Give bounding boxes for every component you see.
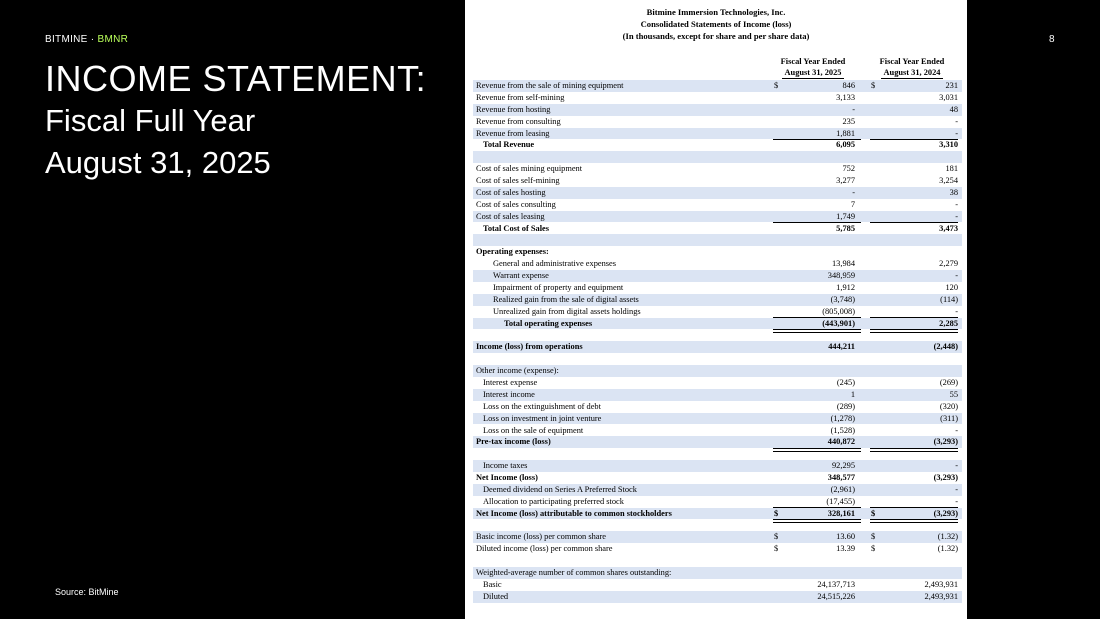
value-2025: 13.39 — [836, 544, 855, 554]
statement-row — [473, 258, 962, 270]
value-2024: - — [955, 306, 958, 316]
row-label: Income taxes — [483, 461, 528, 471]
value-2025: (443,901) — [822, 318, 855, 328]
value-2025: (245) — [836, 378, 855, 387]
title-line-3: August 31, 2025 — [45, 145, 271, 180]
value-2025: 235 — [842, 116, 855, 126]
value-2024: 48 — [949, 104, 958, 114]
value-2024: - — [955, 496, 958, 506]
value-2024: (3,293) — [933, 473, 958, 483]
value-2025: 5,785 — [836, 223, 855, 233]
brand-separator: · — [87, 34, 98, 45]
row-label: Loss on the extinguishment of debt — [483, 401, 601, 411]
statement-row — [473, 234, 962, 246]
row-label: Interest expense — [483, 378, 538, 387]
value-2025: (17,455) — [826, 496, 855, 506]
value-2024: 55 — [949, 389, 958, 399]
value-2025: (1,278) — [830, 413, 855, 423]
value-2024: 3,310 — [939, 140, 958, 150]
value-2024: 3,473 — [939, 223, 958, 233]
row-label: Unrealized gain from digital assets holdings — [493, 306, 641, 316]
currency-symbol: $ — [871, 508, 876, 518]
value-2024: 2,285 — [939, 318, 958, 328]
value-2024: (311) — [940, 413, 958, 423]
currency-symbol: $ — [774, 508, 779, 518]
row-label: General and administrative expenses — [493, 259, 617, 269]
value-2024: (320) — [939, 401, 958, 411]
statement-row — [473, 413, 962, 425]
value-2025: (3,748) — [830, 294, 855, 304]
value-2025: 348,959 — [827, 271, 855, 281]
currency-symbol: $ — [871, 544, 876, 554]
statement-row — [473, 306, 962, 318]
row-label: Diluted income (loss) per common share — [476, 544, 613, 554]
statement-row — [473, 116, 962, 128]
value-2025: 1 — [850, 389, 855, 399]
statement-subtitle: Consolidated Statements of Income (loss) — [640, 19, 792, 29]
value-2024: 3,031 — [939, 92, 958, 102]
value-2024: - — [955, 211, 958, 221]
row-label: Allocation to participating preferred stock — [483, 496, 624, 506]
statement-units: (In thousands, except for share and per share data) — [622, 31, 810, 41]
row-label: Revenue from consulting — [476, 116, 561, 126]
statement-row — [473, 389, 962, 401]
value-2024: 2,493,931 — [924, 579, 958, 589]
row-label: Weighted-average number of common shares outstanding: — [476, 568, 672, 578]
value-2025: 752 — [842, 164, 855, 174]
value-2025: 13,984 — [831, 259, 855, 269]
statement-row — [473, 92, 962, 104]
currency-symbol: $ — [774, 544, 779, 554]
statement-row — [473, 436, 962, 448]
value-2025: 1,912 — [836, 282, 855, 292]
value-2025: 846 — [842, 81, 855, 90]
statement-row — [473, 496, 962, 508]
value-2024: - — [955, 425, 958, 435]
statement-row — [473, 187, 962, 199]
value-2025: (289) — [836, 401, 855, 411]
row-label: Other income (expense): — [476, 366, 559, 376]
value-2024: 181 — [945, 164, 958, 174]
statement-row — [473, 329, 962, 341]
statement-row — [473, 555, 962, 567]
statement-row — [473, 591, 962, 603]
row-label: Revenue from leasing — [476, 128, 550, 138]
income-statement-document — [465, 0, 967, 619]
value-2025: 1,881 — [836, 128, 855, 138]
row-label: Total operating expenses — [504, 318, 593, 328]
row-label: Pre-tax income (loss) — [476, 437, 551, 447]
slide-title — [45, 58, 426, 184]
value-2025: 3,133 — [836, 92, 855, 102]
brand-ticker: BMNR — [97, 34, 129, 45]
statement-row — [473, 425, 962, 437]
value-2024: - — [955, 484, 958, 494]
row-label: Cost of sales hosting — [476, 187, 546, 197]
value-2025: 1,749 — [836, 211, 855, 221]
row-label: Net Income (loss) — [476, 473, 538, 483]
value-2024: 38 — [949, 187, 958, 197]
statement-row — [473, 80, 962, 92]
row-label: Revenue from self-mining — [476, 92, 565, 102]
statement-row — [473, 377, 962, 389]
statement-row — [473, 567, 962, 579]
title-line-2: Fiscal Full Year — [45, 103, 256, 138]
value-2024: (269) — [939, 378, 958, 387]
value-2024: 3,254 — [939, 176, 958, 186]
statement-row — [473, 151, 962, 163]
row-label: Cost of sales leasing — [476, 211, 545, 221]
value-2025: (805,008) — [822, 306, 855, 316]
row-label: Operating expenses: — [476, 247, 549, 257]
currency-symbol: $ — [871, 532, 876, 542]
value-2025: 444,211 — [828, 342, 855, 352]
value-2025: - — [852, 104, 855, 114]
statement-row — [473, 401, 962, 413]
value-2024: 231 — [945, 81, 958, 90]
statement-row — [473, 508, 962, 520]
value-2024: (1.32) — [937, 532, 958, 542]
value-2024: 2,279 — [939, 259, 958, 269]
value-2025: 440,872 — [827, 437, 855, 447]
column-2024-line-2: August 31, 2024 — [883, 68, 941, 77]
value-2025: (2,961) — [830, 484, 855, 494]
page-number: 8 — [1049, 34, 1055, 45]
value-2025: 348,577 — [827, 473, 855, 483]
statement-row — [473, 543, 962, 555]
column-2025-line-2: August 31, 2025 — [784, 68, 842, 77]
row-label: Basic income (loss) per common share — [476, 532, 607, 542]
row-label: Total Revenue — [483, 140, 535, 150]
statement-row — [473, 270, 962, 282]
row-label: Total Cost of Sales — [483, 223, 549, 233]
currency-symbol: $ — [774, 532, 779, 542]
value-2024: 2,493,931 — [924, 591, 958, 601]
column-header-2024 — [862, 56, 962, 79]
value-2025: 92,295 — [831, 461, 855, 471]
statement-row — [473, 341, 962, 353]
row-label: Impairment of property and equipment — [493, 282, 624, 292]
value-2025: 24,515,226 — [817, 591, 855, 601]
row-label: Diluted — [483, 591, 509, 601]
statement-row — [473, 460, 962, 472]
statement-row — [473, 246, 962, 258]
row-label: Cost of sales consulting — [476, 199, 556, 209]
value-2024: 120 — [945, 282, 958, 292]
statement-row — [473, 579, 962, 591]
value-2024: - — [955, 199, 958, 209]
row-label: Basic — [483, 579, 502, 589]
statement-row — [473, 104, 962, 116]
title-line-1: INCOME STATEMENT: — [45, 58, 427, 99]
value-2024: - — [955, 271, 958, 281]
column-2025-line-1: Fiscal Year Ended — [780, 57, 846, 66]
brand-label — [45, 34, 128, 45]
row-label: Warrant expense — [493, 271, 549, 281]
value-2024: (114) — [940, 294, 958, 304]
statement-row — [473, 531, 962, 543]
row-label: Income (loss) from operations — [476, 342, 583, 352]
value-2024: - — [955, 116, 958, 126]
value-2025: 24,137,713 — [817, 579, 855, 589]
statement-row — [473, 318, 962, 330]
row-label: Deemed dividend on Series A Preferred Stock — [483, 484, 637, 494]
statement-row — [473, 365, 962, 377]
company-name: Bitmine Immersion Technologies, Inc. — [646, 7, 786, 17]
row-label: Revenue from the sale of mining equipment — [476, 81, 624, 90]
currency-symbol: $ — [774, 81, 779, 90]
statement-row — [473, 282, 962, 294]
statement-row — [473, 520, 962, 532]
value-2025: 6,095 — [836, 140, 855, 150]
row-label: Loss on investment in joint venture — [483, 413, 602, 423]
value-2024: - — [955, 128, 958, 138]
brand-name: BITMINE — [45, 34, 88, 45]
value-2025: 13.60 — [836, 532, 855, 542]
statement-row — [473, 199, 962, 211]
row-label: Interest income — [483, 389, 535, 399]
row-label: Revenue from hosting — [476, 104, 551, 114]
statement-row — [473, 211, 962, 223]
value-2025: 328,161 — [827, 508, 855, 518]
statement-row — [473, 128, 962, 140]
value-2024: (3,293) — [933, 508, 958, 518]
column-2024-line-1: Fiscal Year Ended — [879, 57, 945, 66]
statement-row — [473, 139, 962, 151]
value-2024: (3,293) — [933, 437, 958, 447]
statement-row — [473, 223, 962, 235]
value-2025: 7 — [850, 199, 855, 209]
row-label: Net Income (loss) attributable to common stockholders — [476, 508, 672, 518]
column-header-2025 — [763, 56, 863, 79]
statement-row — [473, 484, 962, 496]
row-label: Realized gain from the sale of digital assets — [493, 294, 639, 304]
value-2025: - — [852, 187, 855, 197]
statement-row — [473, 472, 962, 484]
value-2025: 3,277 — [836, 176, 855, 186]
source-note: Source: BitMine — [55, 587, 119, 597]
currency-symbol: $ — [871, 81, 876, 90]
row-label: Loss on the sale of equipment — [483, 425, 584, 435]
value-2024: - — [955, 461, 958, 471]
statement-row — [473, 353, 962, 365]
value-2024: (2,448) — [933, 342, 958, 352]
value-2025: (1,528) — [830, 425, 855, 435]
row-label: Cost of sales self-mining — [476, 176, 560, 186]
statement-row — [473, 294, 962, 306]
statement-row — [473, 448, 962, 460]
value-2024: (1.32) — [937, 544, 958, 554]
row-label: Cost of sales mining equipment — [476, 164, 583, 174]
statement-row — [473, 175, 962, 187]
statement-row — [473, 163, 962, 175]
